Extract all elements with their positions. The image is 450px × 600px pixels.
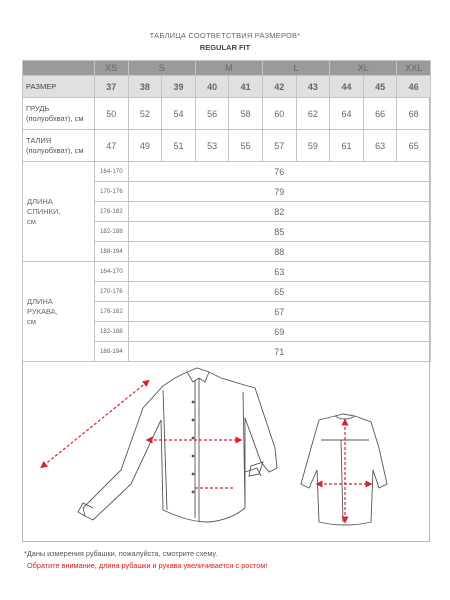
back-length-label	[23, 162, 95, 262]
page-title: ТАБЛИЦА СООТВЕТСТВИЯ РАЗМЕРОВ*	[149, 31, 301, 40]
size-row-label: РАЗМЕР	[23, 76, 95, 98]
waist-cell: 61	[330, 130, 364, 162]
height-range-cell: 188-194	[95, 342, 129, 362]
back-shirt-icon	[301, 414, 387, 525]
sleeve-length-value: 69	[128, 322, 430, 342]
size-cell: 41	[229, 76, 263, 98]
chest-label: ГРУДЬ (полуобхват), см	[23, 98, 95, 130]
letter-size-s: S	[128, 61, 195, 76]
button-icons	[192, 401, 195, 494]
waist-cell: 49	[128, 130, 162, 162]
warning-text: Обратите внимание, длина рубашки и рукава увеличивается с ростом!	[27, 561, 268, 570]
back-length-value: 76	[128, 162, 430, 182]
measure-arrows-back	[319, 422, 369, 520]
chest-cell: 56	[195, 98, 229, 130]
waist-cell: 57	[262, 130, 296, 162]
sleeve-length-label	[23, 262, 95, 362]
waist-cell: 47	[95, 130, 129, 162]
waist-cell: 63	[363, 130, 397, 162]
chest-cell: 50	[95, 98, 129, 130]
height-range-cell: 182-188	[95, 222, 129, 242]
letter-size-xs: XS	[95, 61, 129, 76]
header-blank-cell	[23, 61, 95, 76]
back-length-value: 85	[128, 222, 430, 242]
waist-cell: 55	[229, 130, 263, 162]
sleeve-length-value: 67	[128, 302, 430, 322]
size-cell: 40	[195, 76, 229, 98]
shirt-measurement-diagram	[23, 358, 431, 542]
back-length-value: 79	[128, 182, 430, 202]
front-shirt-icon	[78, 368, 277, 522]
back-length-value: 88	[128, 242, 430, 262]
chest-cell: 64	[330, 98, 364, 130]
back-length-row	[23, 162, 431, 182]
size-cell: 46	[397, 76, 431, 98]
size-cell: 43	[296, 76, 330, 98]
measure-arrows-front	[43, 382, 239, 488]
chest-cell: 62	[296, 98, 330, 130]
chest-cell: 54	[162, 98, 196, 130]
letter-size-m: M	[195, 61, 262, 76]
letter-size-xl: XL	[330, 61, 397, 76]
size-table	[22, 60, 431, 362]
height-range-cell: 164-170	[95, 262, 129, 282]
letter-size-l: L	[262, 61, 329, 76]
height-range-cell: 170-176	[95, 282, 129, 302]
size-cell: 42	[262, 76, 296, 98]
sleeve-length-value: 71	[128, 342, 430, 362]
sleeve-length-label-text: ДЛИНА РУКАВА, см	[27, 296, 58, 326]
size-number-row	[23, 76, 431, 98]
letter-size-xxl: XXL	[397, 61, 431, 76]
fit-subtitle: REGULAR FIT	[199, 43, 251, 52]
chest-cell: 66	[363, 98, 397, 130]
size-cell: 45	[363, 76, 397, 98]
size-cell: 37	[95, 76, 129, 98]
back-length-label-text: ДЛИНА СПИНКИ, см	[27, 196, 61, 226]
height-range-cell: 188-194	[95, 242, 129, 262]
chest-cell: 68	[397, 98, 431, 130]
height-range-cell: 182-188	[95, 322, 129, 342]
sleeve-length-row	[23, 262, 431, 282]
height-range-cell: 176-182	[95, 302, 129, 322]
chest-row	[23, 98, 431, 130]
size-cell: 44	[330, 76, 364, 98]
waist-row	[23, 130, 431, 162]
chest-cell: 52	[128, 98, 162, 130]
sleeve-length-value: 65	[128, 282, 430, 302]
height-range-cell: 170-176	[95, 182, 129, 202]
size-cell: 39	[162, 76, 196, 98]
chest-cell: 60	[262, 98, 296, 130]
sleeve-length-value: 63	[128, 262, 430, 282]
waist-cell: 65	[397, 130, 431, 162]
waist-cell: 53	[195, 130, 229, 162]
chest-cell: 58	[229, 98, 263, 130]
height-range-cell: 164-170	[95, 162, 129, 182]
waist-cell: 51	[162, 130, 196, 162]
back-length-value: 82	[128, 202, 430, 222]
height-range-cell: 176-182	[95, 202, 129, 222]
waist-cell: 59	[296, 130, 330, 162]
footnote-text: *Даны измерения рубашки, пожалуйста, смотрите схему.	[24, 549, 218, 558]
shirt-diagram-panel	[22, 358, 430, 542]
letter-size-row	[23, 61, 431, 76]
sleeve-length-arrow	[43, 382, 147, 466]
waist-label: ТАЛИЯ (полуобхват), см	[23, 130, 95, 162]
size-cell: 38	[128, 76, 162, 98]
